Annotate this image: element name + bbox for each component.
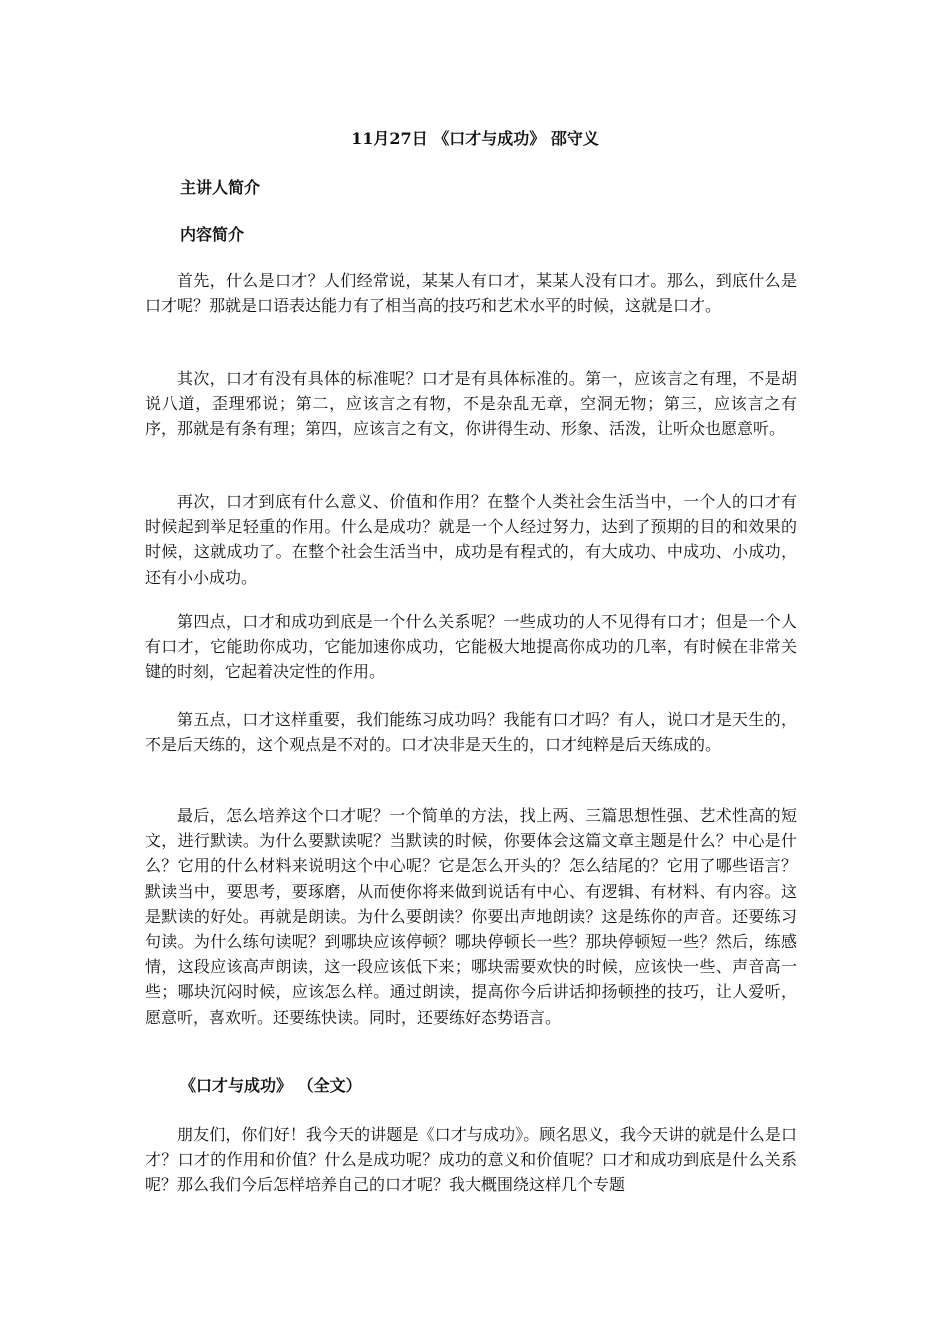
paragraph-what-is-eloquence: 首先，什么是口才？人们经常说，某某人有口才，某某人没有口才。那么，到底什么是口才呢？那就是口语表达能力有了相当高的技巧和艺术水平的时候，这就是口才。 (145, 271, 797, 316)
paragraph-full-text-opening: 朋友们，你们好！我今天的讲题是《口才与成功》。顾名思义，我今天讲的就是什么是口才？口才的作用和价值？什么是成功呢？成功的意义和价值呢？口才和成功到底是什么关系呢？那么我们今后怎样培养自己的口才呢？我大概围绕这样几个专题 (145, 1125, 797, 1195)
paragraph-eloquence-and-success: 第四点，口才和成功到底是一个什么关系呢？一些成功的人不见得有口才；但是一个人有口才，它能助你成功，它能加速你成功，它能极大地提高你成功的几率，有时候在非常关键的时刻，它起着决定性的作用。 (145, 612, 797, 682)
paragraph-eloquence-standards: 其次，口才有没有具体的标准呢？口才是有具体标准的。第一，应该言之有理，不是胡说八道，歪理邪说；第二，应该言之有物，不是杂乱无章，空洞无物；第三，应该言之有序，那就是有条有理；第四，应该言之有文，你讲得生动、形象、活泼，让听众也愿意听。 (145, 369, 797, 439)
heading-content-intro: 内容简介 (180, 225, 245, 244)
document-title: 11月27日 《口才与成功》 邵守义 (351, 129, 599, 148)
heading-speaker-intro: 主讲人简介 (180, 178, 261, 197)
paragraph-how-to-train: 最后，怎么培养这个口才呢？一个简单的方法，找上两、三篇思想性强、艺术性高的短文，进行默读。为什么要默读呢？当默读的时候，你要体会这篇文章主题是什么？中心是什么？它用的什么材料来说明这个中心呢？它是怎么开头的？怎么结尾的？它用了哪些语言？默读当中，要思考，要琢磨，从而使你将来做到说话有中心、有逻辑、有材料、有内容。这是默读的好处。再就是朗读。为什么要朗读？你要出声地朗读？这是练你的声音。还要练习句读。为什么练句读呢？到哪块应该停顿？哪块停顿长一些？那块停顿短一些？然后，练感情，这段应该高声朗读，这一段应该低下来；哪块需要欢快的时候，应该快一些、声音高一些；哪块沉闷时候，应该怎么样。通过朗读，提高你今后讲话抑扬顿挫的技巧，让人爱听，愿意听，喜欢听。还要练快读。同时，还要练好态势语言。 (145, 806, 797, 1027)
paragraph-can-practice: 第五点，口才这样重要，我们能练习成功吗？我能有口才吗？有人，说口才是天生的，不是后天练的，这个观点是不对的。口才决非是天生的，口才纯粹是后天练成的。 (145, 710, 797, 755)
heading-full-text: 《口才与成功》 （全文） (180, 1076, 362, 1095)
paragraph-eloquence-value: 再次，口才到底有什么意义、价值和作用？在整个人类社会生活当中，一个人的口才有时候起到举足轻重的作用。什么是成功？就是一个人经过努力，达到了预期的目的和效果的时候，这就成功了。在整个社会生活当中，成功是有程式的，有大成功、中成功、小成功，还有小小成功。 (145, 492, 797, 587)
